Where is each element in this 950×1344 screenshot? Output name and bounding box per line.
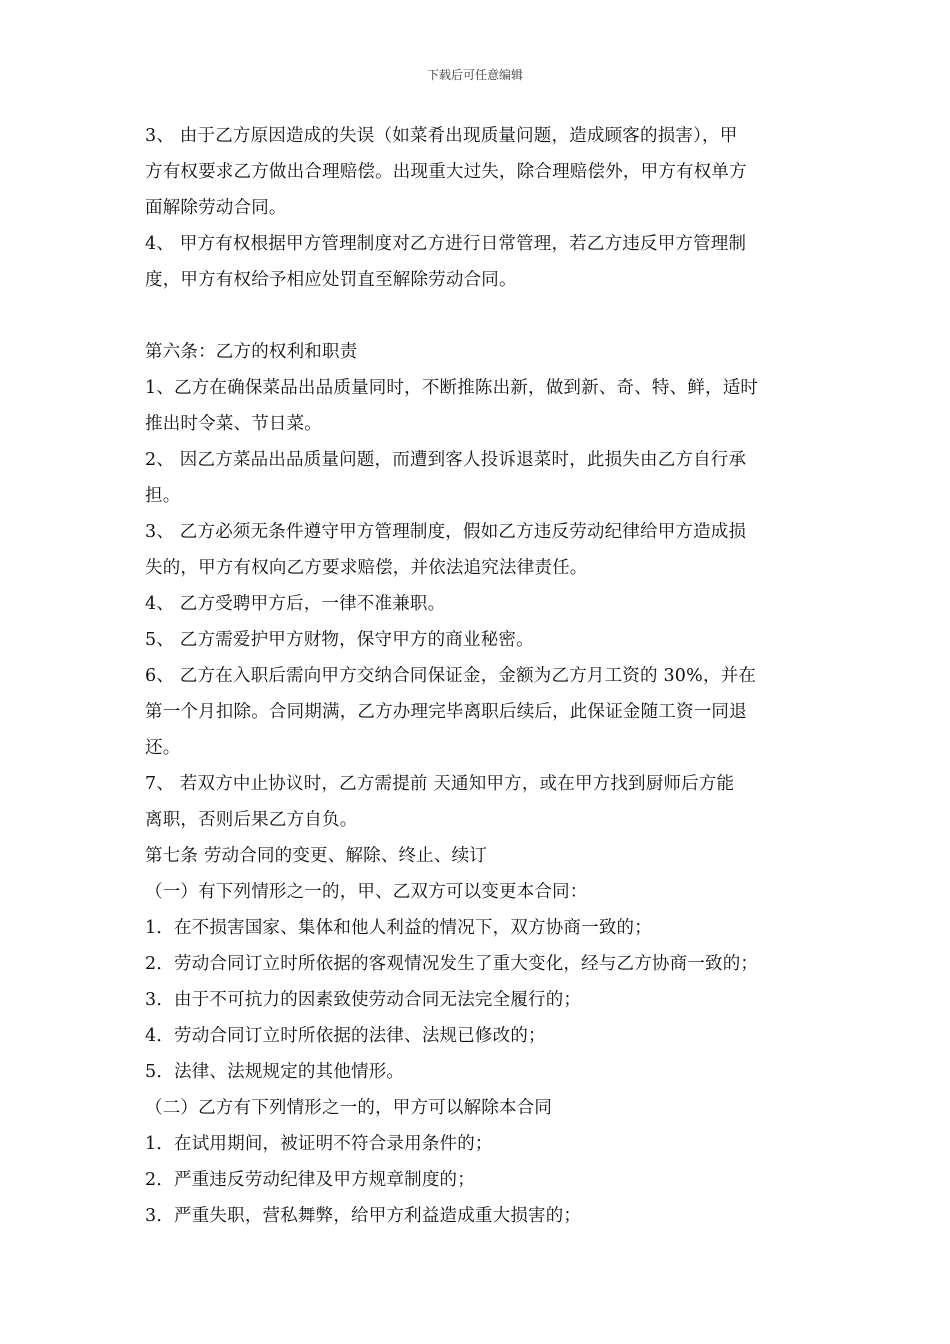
text-line: 3、 乙方必须无条件遵守甲方管理制度，假如乙方违反劳动纪律给甲方造成损: [145, 522, 747, 542]
text-line: 3．由于不可抗力的因素致使劳动合同无法完全履行的；: [145, 990, 582, 1010]
text-line: 3．严重失职，营私舞弊，给甲方利益造成重大损害的；: [145, 1206, 582, 1226]
text-line: 4、 甲方有权根据甲方管理制度对乙方进行日常管理，若乙方违反甲方管理制: [145, 234, 747, 254]
text-line: 面解除劳动合同。: [145, 198, 287, 218]
text-line: 5．法律、法规规定的其他情形。: [145, 1062, 405, 1082]
text-line: 3、 由于乙方原因造成的失误（如菜肴出现质量问题，造成顾客的损害），甲: [145, 126, 738, 146]
text-line: 2．劳动合同订立时所依据的客观情况发生了重大变化，经与乙方协商一致的；: [145, 954, 759, 974]
text-line: 失的，甲方有权向乙方要求赔偿，并依法追究法律责任。: [145, 558, 588, 578]
text-line: 1．在不损害国家、集体和他人利益的情况下，双方协商一致的；: [145, 918, 652, 938]
text-line: 第六条：乙方的权利和职责: [145, 342, 358, 362]
text-line: 第一个月扣除。合同期满，乙方办理完毕离职后续后，此保证金随工资一同退: [145, 702, 747, 722]
text-line: （二）乙方有下列情形之一的，甲方可以解除本合同: [145, 1098, 553, 1118]
text-line: 7、 若双方中止协议时，乙方需提前 天通知甲方，或在甲方找到厨师后方能: [145, 774, 735, 794]
text-line: 4、 乙方受聘甲方后，一律不准兼职。: [145, 594, 446, 614]
document-body: [145, 118, 815, 1234]
text-line: 离职，否则后果乙方自负。: [145, 810, 358, 830]
text-line: 方有权要求乙方做出合理赔偿。出现重大过失，除合理赔偿外，甲方有权单方: [145, 162, 747, 182]
paragraph-gap: [145, 298, 815, 334]
text-line: 4．劳动合同订立时所依据的法律、法规已修改的；: [145, 1026, 546, 1046]
text-line: 还。: [145, 738, 181, 758]
text-line: 推出时令菜、节日菜。: [145, 414, 322, 434]
text-line: 1、乙方在确保菜品出品质量同时，不断推陈出新，做到新、奇、特、鲜，适时: [145, 378, 759, 398]
text-line: 2、 因乙方菜品出品质量问题，而遭到客人投诉退菜时，此损失由乙方自行承: [145, 450, 747, 470]
text-line: 2．严重违反劳动纪律及甲方规章制度的；: [145, 1170, 475, 1190]
text-line: 第七条 劳动合同的变更、解除、终止、续订: [145, 846, 488, 866]
text-line: 担。: [145, 486, 181, 506]
text-line: （一）有下列情形之一的，甲、乙双方可以变更本合同：: [145, 882, 588, 902]
text-line: 5、 乙方需爱护甲方财物，保守甲方的商业秘密。: [145, 630, 534, 650]
page-header: 下载后可任意编辑: [426, 68, 523, 82]
text-line: 6、 乙方在入职后需向甲方交纳合同保证金，金额为乙方月工资的 30%，并在: [145, 666, 757, 686]
text-line: 1．在试用期间，被证明不符合录用条件的；: [145, 1134, 493, 1154]
text-line: 度，甲方有权给予相应处罚直至解除劳动合同。: [145, 270, 517, 290]
